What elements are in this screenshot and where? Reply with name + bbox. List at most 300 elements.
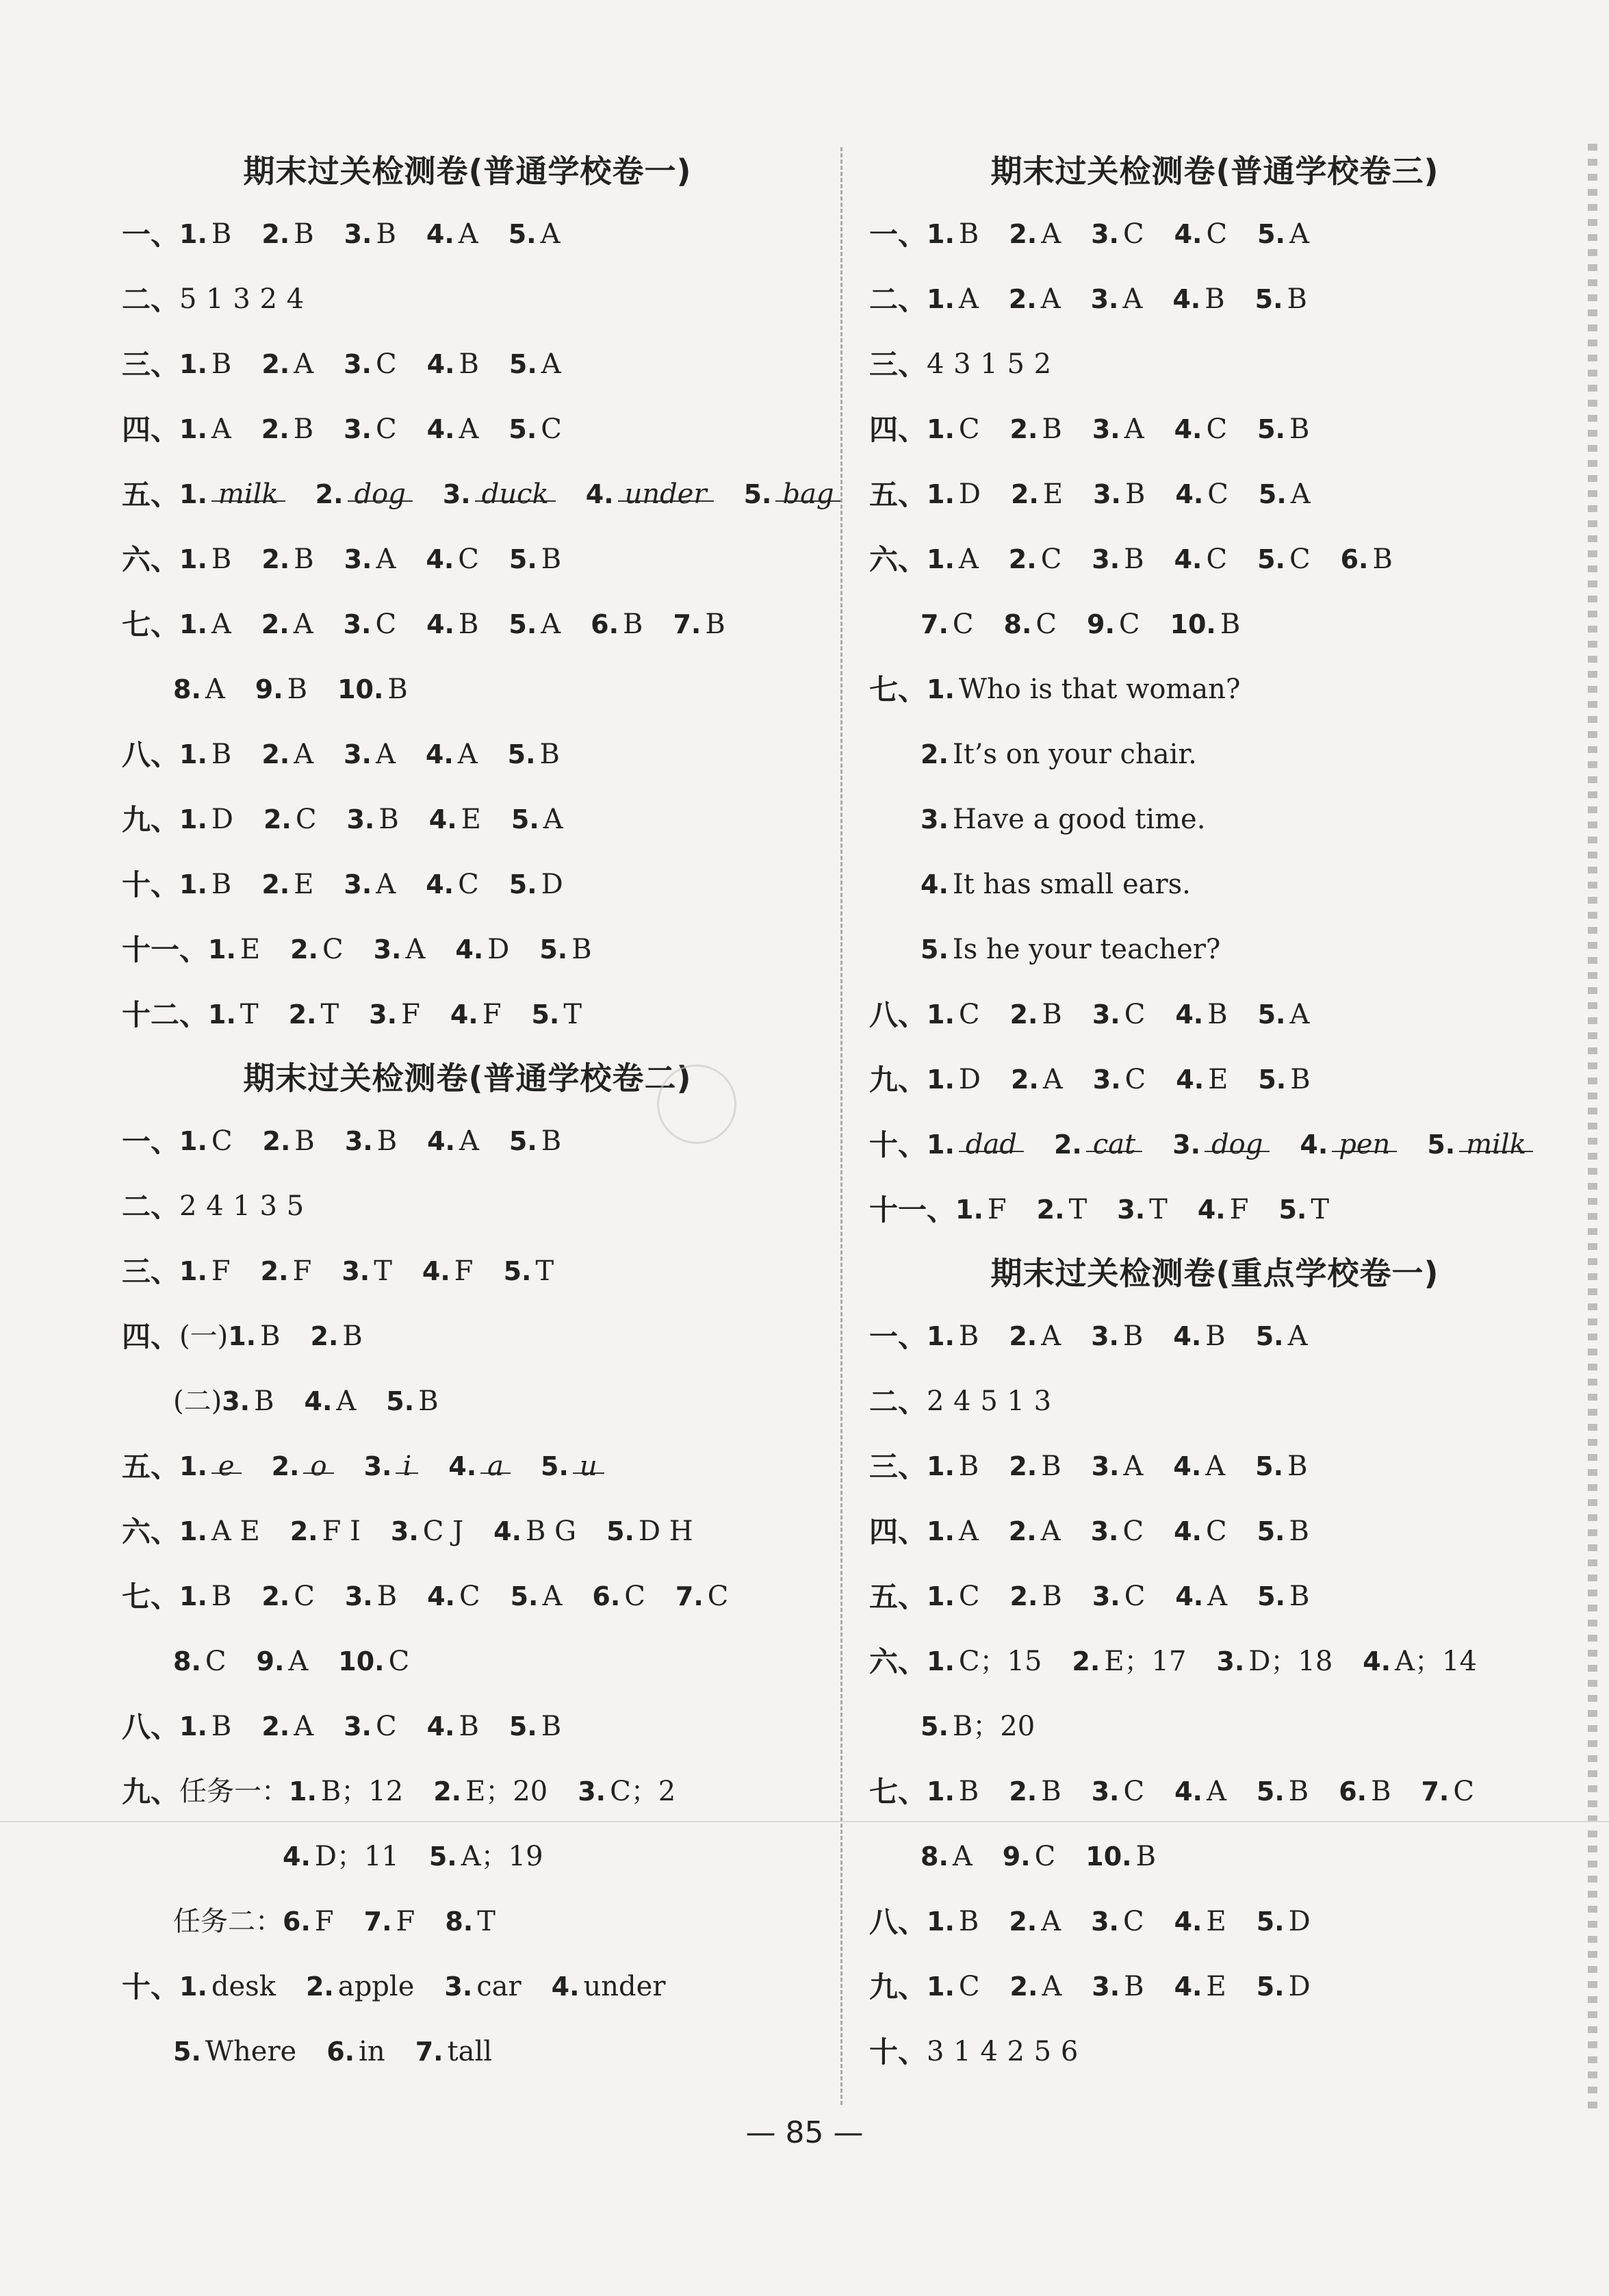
answer-item — [255, 657, 307, 722]
answer-sequence: 2 4 5 1 3 — [927, 1386, 1052, 1417]
answer-value: desk — [211, 1971, 276, 2002]
answer-value: B — [342, 1321, 363, 1352]
question-number: 4. — [551, 1972, 580, 2002]
answer-value: A — [1123, 1451, 1144, 1482]
answer-value: B — [1042, 413, 1062, 445]
question-number: 3. — [342, 1256, 370, 1286]
answer-item — [1010, 1564, 1062, 1629]
answer-row — [122, 1499, 813, 1564]
question-number: 5. — [539, 934, 568, 965]
answer-value: Have a good time. — [952, 804, 1206, 835]
answer-item — [927, 1047, 981, 1112]
answer-item — [927, 1889, 979, 1954]
question-number: 4. — [1363, 1646, 1391, 1676]
answer-value: F — [1229, 1194, 1249, 1225]
question-number: 2. — [1009, 999, 1038, 1030]
answer-row — [869, 267, 1560, 332]
answer-item — [179, 527, 231, 592]
question-number: 2. — [1008, 544, 1037, 574]
answer-item — [921, 787, 1205, 852]
answer-item — [1216, 1629, 1333, 1694]
answer-value: B — [211, 218, 232, 250]
fold-line — [0, 1821, 1609, 1822]
answer-value: C — [958, 999, 980, 1030]
answer-item — [391, 1499, 463, 1564]
answer-item — [1009, 1434, 1061, 1499]
column-divider — [840, 147, 842, 2105]
answer-value: B — [254, 1386, 274, 1417]
question-number: 5. — [173, 2037, 201, 2067]
answer-value: B — [378, 804, 399, 835]
answer-value: B — [293, 413, 314, 445]
answer-value: B — [958, 1906, 979, 1937]
section-number: 四、 — [869, 413, 927, 446]
answer-value: F — [987, 1194, 1007, 1225]
answer-item — [1087, 592, 1140, 657]
question-number: 3. — [344, 544, 372, 574]
answer-value: C — [1206, 413, 1228, 445]
question-number: 6. — [1339, 1776, 1367, 1807]
answer-item — [921, 592, 974, 657]
section-title: 期末过关检测卷(普通学校卷三) — [990, 153, 1439, 190]
section-number: 三、 — [869, 348, 927, 381]
answer-item — [344, 202, 396, 267]
answer-row — [869, 1694, 1560, 1759]
answer-item — [386, 1369, 438, 1434]
answer-value: B — [458, 609, 479, 640]
sub-label: 任务二： — [173, 1906, 283, 1937]
question-number: 2. — [290, 934, 318, 965]
answer-value: E — [1206, 1906, 1226, 1937]
answer-item — [509, 527, 561, 592]
answer-item — [509, 397, 562, 462]
answer-item — [415, 2019, 492, 2084]
answer-item — [426, 722, 478, 787]
answer-value: F — [454, 1255, 474, 1287]
answer-value: T — [240, 999, 259, 1030]
answer-value: A — [288, 1646, 309, 1677]
question-number: 5. — [1257, 1516, 1285, 1546]
question-number: 1. — [179, 479, 207, 509]
answer-value: T — [374, 1255, 392, 1287]
answer-item — [921, 917, 1220, 982]
answer-item — [1255, 267, 1307, 332]
question-number: 1. — [927, 544, 955, 574]
answer-item — [179, 592, 231, 657]
answer-value: A — [541, 348, 561, 380]
answer-value: E — [461, 804, 481, 835]
answer-value: C；15 — [958, 1646, 1042, 1677]
answer-value: C — [458, 869, 479, 900]
question-number: 1. — [228, 1321, 257, 1351]
answer-item — [1092, 397, 1144, 462]
answer-row — [869, 1889, 1560, 1954]
answer-item — [426, 202, 478, 267]
answer-value: C — [1453, 1776, 1474, 1807]
question-number: 2. — [271, 1451, 300, 1481]
answer-item — [1010, 982, 1062, 1047]
question-number: 1. — [179, 1126, 207, 1156]
answer-row — [869, 1434, 1560, 1499]
answer-item — [1174, 397, 1228, 462]
question-number: 1. — [179, 1256, 207, 1286]
answer-value: dog — [348, 474, 413, 515]
answer-value: B — [1041, 1451, 1061, 1482]
answer-value: B — [958, 1776, 979, 1807]
answer-row — [122, 852, 813, 917]
answer-value: B — [1205, 283, 1225, 315]
answer-item — [364, 1889, 415, 1954]
answer-item — [509, 1694, 561, 1759]
answer-item — [345, 1109, 397, 1174]
question-number: 1. — [927, 1972, 955, 2002]
answer-item — [261, 1564, 315, 1629]
answer-item — [927, 1629, 1042, 1694]
stamp-logo — [657, 1064, 736, 1144]
question-number: 4. — [1300, 1130, 1328, 1160]
answer-value: C — [1122, 1516, 1144, 1547]
question-number: 4. — [427, 1581, 455, 1611]
question-number: 1. — [927, 1321, 955, 1351]
answer-item — [344, 332, 397, 397]
question-number: 9. — [1002, 1841, 1031, 1872]
answer-value: F — [292, 1255, 312, 1287]
answer-value: B — [1371, 1776, 1391, 1807]
section-number: 六、 — [869, 1645, 927, 1679]
answer-value: A — [1040, 1516, 1061, 1547]
answer-value: A — [542, 1581, 563, 1612]
page-number: — 85 — — [745, 2115, 864, 2150]
question-number: 1. — [927, 1776, 955, 1807]
question-number: 10. — [338, 1646, 385, 1676]
answer-item — [1258, 1047, 1310, 1112]
question-number: 5. — [921, 1711, 949, 1742]
answer-item — [1117, 1177, 1168, 1242]
answer-item — [1170, 592, 1241, 657]
sub-label: (一) — [179, 1321, 229, 1352]
question-number: 1. — [955, 1195, 983, 1225]
answer-value: C — [1124, 999, 1146, 1030]
question-number: 3. — [344, 1581, 373, 1611]
answer-item — [179, 1434, 242, 1499]
question-number: 5. — [743, 479, 772, 509]
answer-row — [122, 1694, 813, 1759]
question-number: 4. — [1176, 1064, 1205, 1095]
answer-value: A — [540, 218, 561, 250]
answer-item — [606, 1499, 693, 1564]
answer-value: A — [458, 218, 478, 250]
answer-row — [869, 1499, 1560, 1564]
answer-row — [869, 787, 1560, 852]
answer-item — [261, 1694, 313, 1759]
question-number: 2. — [289, 1516, 318, 1546]
question-number: 2. — [1009, 1581, 1038, 1611]
question-number: 4. — [450, 999, 478, 1030]
section-title: 期末过关检测卷(重点学校卷一) — [990, 1255, 1439, 1292]
answer-row — [122, 1954, 813, 2019]
question-number: 4. — [426, 219, 454, 249]
answer-item — [257, 1629, 309, 1694]
question-number: 6. — [591, 609, 619, 639]
answer-row — [122, 267, 813, 332]
answer-value: C — [1206, 544, 1228, 575]
answer-item — [344, 1694, 397, 1759]
answer-item — [927, 202, 979, 267]
question-number: 1. — [179, 1581, 207, 1611]
answer-item — [531, 982, 582, 1047]
question-number: 4. — [426, 1711, 455, 1742]
answer-value: B — [1042, 1581, 1062, 1612]
question-number: 4. — [283, 1841, 311, 1872]
answer-value: D H — [638, 1516, 693, 1547]
question-number: 1. — [179, 349, 207, 379]
question-number: 3. — [1092, 1064, 1121, 1095]
answer-item — [1092, 1759, 1145, 1824]
question-number: 5. — [509, 869, 537, 900]
answer-item — [337, 657, 408, 722]
question-number: 4. — [428, 804, 457, 834]
answer-value: C — [1122, 218, 1144, 250]
answer-value: A — [376, 869, 396, 900]
answer-row — [122, 1239, 813, 1304]
answer-value: D — [958, 1064, 981, 1095]
answer-value: F — [396, 1906, 415, 1937]
answer-item — [179, 202, 231, 267]
section-number: 十一、 — [122, 933, 209, 967]
answer-item — [289, 1759, 403, 1824]
answer-value: A — [1042, 1064, 1063, 1095]
question-number: 9. — [255, 674, 283, 704]
section-number: 六、 — [122, 543, 180, 576]
question-number: 1. — [179, 219, 207, 249]
question-number: 6. — [326, 2037, 355, 2067]
answer-item — [272, 1434, 334, 1499]
answer-row — [122, 462, 834, 527]
answer-row — [869, 917, 1560, 982]
question-number: 9. — [256, 1646, 285, 1676]
question-number: 3. — [343, 609, 372, 639]
answer-value: C — [1122, 1906, 1144, 1937]
answer-item — [1010, 397, 1062, 462]
answer-item — [1174, 1759, 1226, 1824]
question-number: 5. — [1256, 1906, 1285, 1937]
answer-value: D；18 — [1248, 1646, 1333, 1677]
question-number: 7. — [675, 1581, 704, 1611]
answer-value: B；20 — [952, 1711, 1035, 1742]
answer-item — [1363, 1629, 1477, 1694]
question-number: 10. — [337, 674, 384, 704]
answer-value: E — [294, 869, 314, 900]
answer-value: C — [624, 1581, 645, 1612]
answer-value: C — [205, 1646, 227, 1677]
answer-item — [1010, 1954, 1062, 2019]
answer-value: C — [294, 1581, 315, 1612]
answer-value: E — [1208, 1064, 1228, 1095]
answer-value: C — [1289, 544, 1311, 575]
question-number: 1. — [208, 934, 236, 965]
question-number: 1. — [179, 1516, 207, 1546]
answer-value: A — [294, 739, 314, 770]
answer-item — [927, 462, 981, 527]
answer-sequence: 2 4 1 3 5 — [179, 1190, 305, 1222]
section-number: 五、 — [869, 1580, 927, 1613]
answer-row — [869, 1112, 1560, 1177]
answer-value: B — [211, 739, 232, 770]
answer-value: B — [1041, 1776, 1061, 1807]
question-number: 3. — [363, 1451, 392, 1481]
answer-item — [921, 1824, 973, 1889]
answer-value: u — [573, 1446, 604, 1487]
answer-item — [1091, 1889, 1144, 1954]
section-number: 六、 — [122, 1515, 180, 1548]
answer-item — [289, 982, 339, 1047]
answer-item — [179, 462, 285, 527]
answer-item — [1009, 267, 1061, 332]
answer-row — [869, 2019, 1560, 2084]
answer-value: pen — [1332, 1124, 1397, 1165]
answer-item — [927, 1759, 979, 1824]
question-number: 3. — [444, 1972, 473, 2002]
answer-row — [869, 1759, 1560, 1824]
answer-row — [869, 397, 1560, 462]
answer-item — [511, 787, 563, 852]
answer-value: i — [396, 1446, 418, 1487]
question-number: 2. — [1009, 1321, 1038, 1351]
question-number: 5. — [509, 544, 537, 574]
answer-value: E；17 — [1104, 1646, 1187, 1677]
answer-item — [1257, 1889, 1311, 1954]
question-number: 4. — [1174, 219, 1202, 249]
answer-row — [869, 1369, 1560, 1434]
answer-value: A — [1207, 1776, 1226, 1807]
question-number: 3. — [1092, 1972, 1120, 2002]
answer-item — [1072, 1629, 1186, 1694]
answer-value: B — [387, 674, 408, 705]
question-number: 3. — [1090, 284, 1119, 314]
question-number: 1. — [179, 1451, 207, 1481]
question-number: 3. — [1172, 1130, 1201, 1160]
answer-item — [927, 1304, 979, 1369]
answer-item — [228, 1304, 280, 1369]
question-number: 5. — [510, 1581, 539, 1611]
answer-item — [261, 852, 313, 917]
answer-row — [122, 527, 813, 592]
answer-item — [955, 1177, 1007, 1242]
question-number: 8. — [173, 1646, 201, 1676]
question-number: 3. — [1091, 1776, 1120, 1807]
answer-value: A — [952, 1841, 973, 1872]
answer-value: C — [958, 1971, 980, 2002]
section-number: 八、 — [122, 738, 180, 771]
question-number: 1. — [927, 479, 955, 509]
answer-value: E — [1206, 1971, 1226, 2002]
answer-row — [122, 1759, 813, 1824]
answer-value: B — [459, 348, 479, 380]
section-number: 三、 — [122, 1255, 180, 1288]
question-number: 3. — [344, 1711, 372, 1742]
question-number: 5. — [503, 1256, 532, 1286]
question-number: 1. — [179, 1972, 207, 2002]
answer-row — [122, 982, 813, 1047]
answer-item — [263, 787, 317, 852]
question-number: 5. — [1257, 999, 1286, 1030]
answer-value: C — [375, 609, 397, 640]
answer-item — [448, 1434, 511, 1499]
question-number: 1. — [927, 1516, 955, 1546]
answer-item — [444, 1954, 521, 2019]
question-number: 1. — [927, 219, 955, 249]
answer-row — [869, 982, 1560, 1047]
answer-value: duck — [475, 474, 556, 515]
section-number: 十、 — [869, 1128, 927, 1162]
answer-item — [1175, 462, 1228, 527]
answer-item — [1174, 1954, 1226, 2019]
answer-item — [261, 722, 313, 787]
question-number: 2. — [1009, 414, 1038, 444]
answer-value: B — [376, 1581, 398, 1612]
answer-value: A — [293, 609, 313, 640]
answer-value: B — [1289, 1516, 1309, 1547]
question-number: 6. — [283, 1906, 311, 1937]
section-number: 九、 — [122, 1775, 180, 1809]
answer-item — [1174, 202, 1228, 267]
answer-row — [122, 397, 813, 462]
answer-item — [1198, 1177, 1249, 1242]
question-number: 3. — [346, 804, 375, 834]
answer-row — [869, 852, 1560, 917]
answer-item — [1173, 1434, 1225, 1499]
section-number: 五、 — [869, 478, 927, 511]
answer-item — [509, 592, 561, 657]
answer-item — [1339, 1759, 1391, 1824]
answer-value: B — [294, 544, 314, 575]
answer-item — [179, 1239, 231, 1304]
answer-item — [1278, 1177, 1329, 1242]
question-number: 4. — [426, 869, 454, 900]
question-number: 2. — [261, 1711, 290, 1742]
answer-item — [426, 592, 478, 657]
answer-item — [1258, 982, 1310, 1047]
question-number: 4. — [1175, 479, 1204, 509]
question-number: 2. — [1009, 1776, 1038, 1807]
section-number: 七、 — [869, 673, 927, 706]
answer-value: B — [958, 218, 979, 250]
section-number: 四、 — [122, 1320, 180, 1353]
answer-item — [427, 332, 479, 397]
question-number: 2. — [261, 869, 290, 900]
answer-value: C；2 — [610, 1776, 676, 1807]
question-number: 2. — [261, 739, 290, 769]
question-number: 5. — [1255, 1451, 1284, 1481]
answer-item — [927, 267, 979, 332]
answer-item — [433, 1759, 548, 1824]
answer-item — [173, 1629, 227, 1694]
answer-value: Is he your teacher? — [952, 934, 1221, 965]
question-number: 3. — [1091, 1321, 1119, 1351]
answer-value: B — [294, 218, 314, 250]
answer-sequence: 5 1 3 2 4 — [179, 283, 305, 315]
answer-item — [261, 202, 313, 267]
answer-value: B — [418, 1386, 439, 1417]
answer-row — [869, 657, 1560, 722]
answer-item — [1085, 1824, 1156, 1889]
answer-value: B — [459, 1711, 479, 1742]
question-number: 4. — [426, 609, 454, 639]
answer-value: A — [1041, 1906, 1061, 1937]
section-title: 期末过关检测卷(普通学校卷二) — [243, 1060, 692, 1097]
answer-value: B — [1290, 1064, 1311, 1095]
answer-value: C J — [422, 1516, 464, 1547]
